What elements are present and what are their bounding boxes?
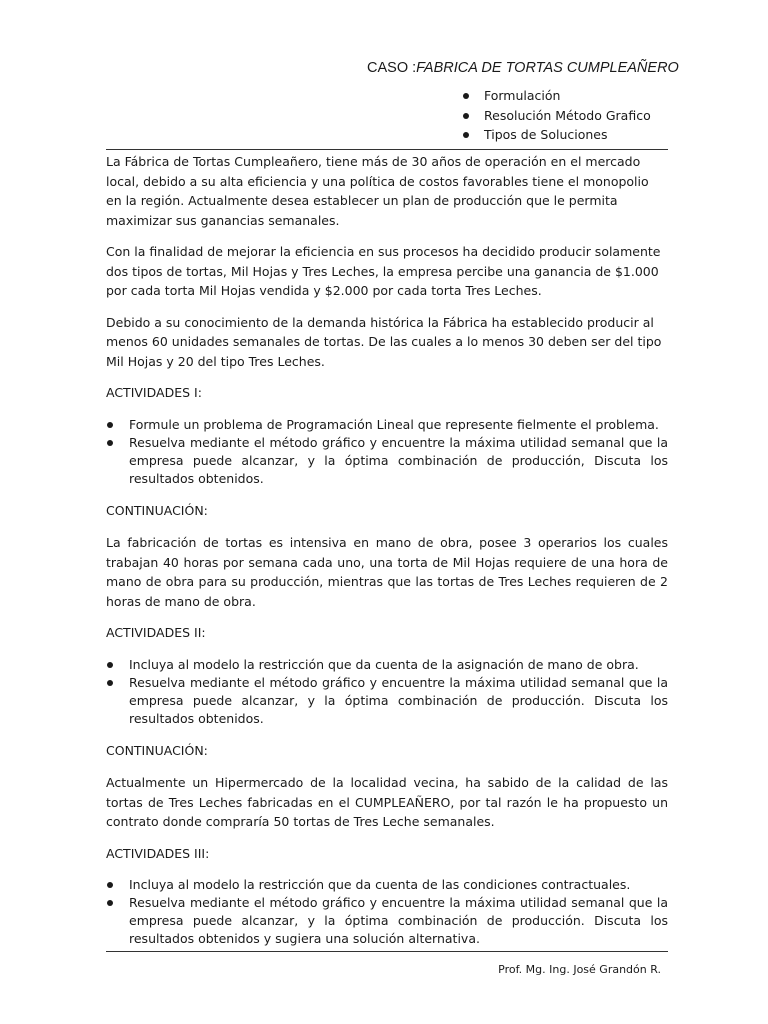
topics-list: [462, 86, 651, 145]
activity-item: Resuelva mediante el método gráfico y encuentre la máxima utilidad semanal que la empresa puede alcanzar, y la óptima combinación de producción. Discuta los resultados obtenidos.: [106, 674, 668, 728]
continuation-2-text: Actualmente un Hipermercado de la localidad vecina, ha sabido de la calidad de las tortas de Tres Leches fabricadas en el CUMPLEAÑERO, por tal razón le ha propuesto un contrato donde compraría 50 tortas de Tres Leche semanales.: [106, 775, 668, 829]
continuation-1-heading: CONTINUACIÓN:: [106, 502, 208, 518]
continuation-2-heading: CONTINUACIÓN:: [106, 742, 208, 758]
activity-item: Incluya al modelo la restricción que da cuenta de la asignación de mano de obra.: [106, 656, 668, 674]
case-title: [367, 60, 679, 76]
topic-item: Tipos de Soluciones: [462, 125, 651, 145]
document-body: [106, 152, 668, 961]
topic-item: Formulación: [462, 86, 651, 106]
activity-item: Resuelva mediante el método gráfico y encuentre la máxima utilidad semanal que la empresa puede alcanzar, y la óptima combinación de producción, Discuta los resultados obtenidos.: [106, 434, 668, 488]
case-title-prefix: CASO :: [367, 60, 417, 76]
activities-3-list: [106, 876, 668, 948]
intro-paragraph: La Fábrica de Tortas Cumpleañero, tiene más de 30 años de operación en el mercado local, debido a su alta eficiencia y una política de costos favorables tiene el monopolio en la región. Actualmente desea establecer un plan de producción que le permita maximizar sus ganancias semanales.: [106, 154, 649, 228]
activities-2-heading: ACTIVIDADES II:: [106, 625, 206, 640]
activity-item: Formule un problema de Programación Lineal que represente fielmente el problema.: [106, 416, 668, 434]
intro-paragraph: Con la finalidad de mejorar la eficiencia en sus procesos ha decidido producir solamente dos tipos de tortas, Mil Hojas y Tres Leches, la empresa percibe una ganancia de $1.000 por cada torta Mil Hojas vendida y $2.000 por cada torta Tres Leches.: [106, 244, 661, 298]
case-title-name: FABRICA DE TORTAS CUMPLEAÑERO: [416, 60, 679, 76]
footer-author: Prof. Mg. Ing. José Grandón R.: [498, 963, 661, 976]
topic-item: Resolución Método Grafico: [462, 106, 651, 126]
activity-item: Incluya al modelo la restricción que da cuenta de las condiciones contractuales.: [106, 876, 668, 894]
activity-item: Resuelva mediante el método gráfico y encuentre la máxima utilidad semanal que la empresa puede alcanzar, y la óptima combinación de producción. Discuta los resultados obtenidos y sugiera una solución alternativa.: [106, 894, 668, 948]
activities-2-list: [106, 656, 668, 728]
intro-paragraph: Debido a su conocimiento de la demanda histórica la Fábrica ha establecido producir al menos 60 unidades semanales de tortas. De las cuales a lo menos 30 deben ser del tipo Mil Hojas y 20 del tipo Tres Leches.: [106, 314, 662, 369]
activities-1-heading: ACTIVIDADES I:: [106, 385, 202, 400]
header-divider: [106, 149, 668, 150]
continuation-1-text: La fabricación de tortas es intensiva en mano de obra, posee 3 operarios los cuales trabajan 40 horas por semana cada uno, una torta de Mil Hojas requiere de una hora de mano de obra para su producción, mientras que las tortas de Tres Leches requieren de 2 horas de mano de obra.: [106, 535, 668, 609]
footer-divider: [106, 951, 668, 952]
activities-1-list: [106, 416, 668, 488]
activities-3-heading: ACTIVIDADES III:: [106, 845, 210, 861]
